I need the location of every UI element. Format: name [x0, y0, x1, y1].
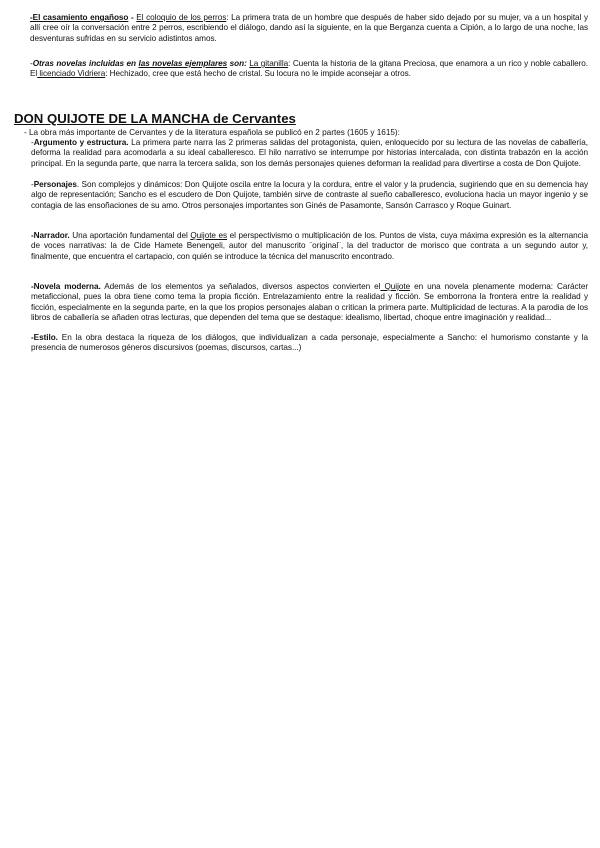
narrador-text-a: Una aportación fundamental del: [69, 231, 191, 240]
narrador-paragraph: [31, 231, 588, 262]
novelas-ejemplares-title: las novelas ejemplares: [138, 59, 228, 68]
moderna-label: -Novela moderna.: [31, 282, 101, 291]
casamiento-separator: -: [128, 13, 137, 22]
gitanilla-title: La gitanilla: [249, 59, 289, 68]
otras-lead: Otras novelas incluidas en: [32, 59, 139, 68]
estilo-text: En la obra destaca la riqueza de los diálogos, que individualizan a cada personaje, especialmente a Sancho: el humorismo constante y la presencia de numerosos géneros discursivos (poemas, discursos, cartas...): [31, 333, 588, 353]
estilo-label: -Estilo.: [31, 333, 58, 342]
personajes-dash: -: [31, 180, 34, 189]
novela-moderna-paragraph: [31, 282, 588, 324]
moderna-text-a: Además de los elementos ya señalados, diversos aspectos convierten el: [100, 282, 381, 291]
personajes-paragraph: [31, 180, 588, 211]
section-heading: DON QUIJOTE DE LA MANCHA de Cervantes: [14, 111, 296, 126]
argumento-dash: -: [31, 138, 34, 147]
narrador-label: -Narrador.: [31, 231, 70, 240]
quijote-link: Quijote: [380, 282, 411, 291]
vidriera-title: licenciado Vidriera: [37, 69, 106, 79]
quijote-es-link: Quijote es: [190, 231, 228, 240]
otras-novelas-paragraph: [30, 59, 588, 80]
otras-lead-end: son:: [227, 59, 247, 68]
gitanilla-text: : Cuenta la historia de la gitana Preciosa, que enamora a un rico y noble caballero. El: [30, 59, 588, 79]
argumento-label: Argumento y estructura.: [33, 138, 129, 147]
moderna-text-b: en una novela plenamente moderna: Carácter metaficcional, pues la obra tiene como tema la propia ficción. Entrelazamiento entre la realidad y ficción. Se emborrona la frontera entre la realidad y ficción, especialmente en la segunda parte, en la que los propios personajes alaban o critican la primera parte. Multiplicidad de lecturas. A la parodia de los libros de caballería se añaden otras lecturas, que dependen del tema que se destaque: idealismo, libertad, choque entre imaginación y realidad...: [31, 282, 588, 323]
coloquio-title: El coloquio de los perros: [136, 13, 227, 22]
vidriera-text: : Hechizado, cree que está hecho de cristal. Su locura no le impide aconsejar a otros.: [105, 69, 411, 79]
quijote-intro: - La obra más importante de Cervantes y de la literatura española se publicó en 2 partes (1605 y 1615):: [24, 128, 400, 137]
narrador-text-b: el perspectivismo o multiplicación de los. Puntos de vista, cuya máxima expresión es la alternancia de voces narrativas: la de Cide Hamete Benengeli, autor del manuscrito ¨original¨, la del traductor de morisco que contrata a un segundo autor y, finalmente, que encuentra el cartapacio, con quién se introduce la técnica del manuscrito encontrado.: [31, 231, 588, 261]
casamiento-title: -El casamiento engañoso: [30, 13, 129, 22]
casamiento-paragraph: [30, 13, 588, 44]
argumento-paragraph: [31, 138, 588, 169]
argumento-text: La primera parte narra las 2 primeras salidas del protagonista, quien, enloquecido por su lectura de las novelas de caballería, deforma la realidad para acomodarla a su ideal caballeresco. El hilo narrativo se interrumpe por historias intercalada, con distinta trabazón en la acción principal. En la segunda parte, que narra la tercera salida, son los demás personajes quienes deforman la realidad para divertirse a costa de Don Quijote.: [31, 138, 588, 168]
estilo-paragraph: [31, 333, 588, 354]
personajes-label: Personajes: [33, 180, 77, 189]
casamiento-text: : La primera trata de un hombre que después de haber sido dejado por su mujer, va a un hospital y allí cree oír la conversación entre 2 perros, escribiendo el diálogo, dando así la siguiente, en la que Berganza cuenta a Cipión, a lo largo de una noche, las desventuras sufridas en su servicio adistintos amos.: [30, 13, 588, 43]
personajes-text: . Son complejos y dinámicos: Don Quijote oscila entre la locura y la cordura, entre el valor y la prudencia, sugiriendo que en su demencia hay algo de representación; Sancho es el escudero de Don Quijote, también sirve de contraste al sueño caballeresco, evoluciona hacia un mayor ingenio y se contagia de las ensoñaciones de su amo. Otros personajes importantes son Ginés de Pasamonte, Sansón Carrasco y Roque Guinart.: [31, 180, 588, 210]
otras-dash: -: [30, 59, 33, 68]
